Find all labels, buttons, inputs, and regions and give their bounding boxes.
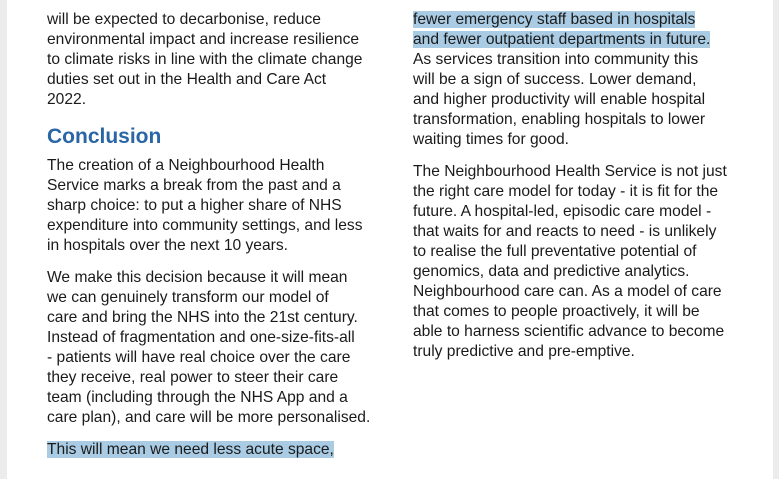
future-paragraph: The Neighbourhood Health Service is not just the right care model for today - it is fit for the future. A hospital-led, episodic care model - that waits for and reacts to need - is unlikely to realise the full preventative potential of genomics, data and predictive analytics. Neighbourhood care can. As a model of care that comes to people proactively, it will be able to harness scientific advance to become truly predictive and pre-emptive.: [413, 163, 727, 360]
section-heading: Conclusion: [47, 125, 162, 148]
highlighted-text[interactable]: and fewer outpatient departments in future.: [413, 31, 711, 48]
highlighted-selection-start[interactable]: [47, 440, 392, 460]
transition-paragraph: As services transition into community this will be a sign of success. Lower demand, and higher productivity will enable hospital transformation, enabling hospitals to lower waiting times for good.: [413, 51, 706, 148]
conclusion-paragraph-1: The creation of a Neighbourhood Health Service marks a break from the past and a sharp choice: to put a higher share of NHS expenditure into community settings, and less in hospitals over the next 10 years.: [47, 157, 363, 254]
intro-paragraph: will be expected to decarbonise, reduce environmental impact and increase resilience to climate risks in line with the climate change duties set out in the Health and Care Act 2022.: [47, 11, 363, 108]
conclusion-paragraph-2: We make this decision because it will mean we can genuinely transform our model of care and bring the NHS into the 21st century. Instead of fragmentation and one-size-fits-all - patients will have real choice over the care they receive, real power to steer their care team (including through the NHS App and a care plan), and care will be more personalised.: [47, 269, 371, 426]
document-page: [7, 0, 773, 479]
page-edge-left: [0, 0, 7, 479]
highlighted-selection-end[interactable]: [413, 10, 758, 50]
highlighted-text[interactable]: This will mean we need less acute space,: [47, 441, 334, 458]
page-edge-right: [773, 0, 779, 479]
highlighted-text[interactable]: fewer emergency staff based in hospitals: [413, 11, 696, 28]
right-column: [413, 10, 758, 362]
left-column: [47, 10, 392, 460]
